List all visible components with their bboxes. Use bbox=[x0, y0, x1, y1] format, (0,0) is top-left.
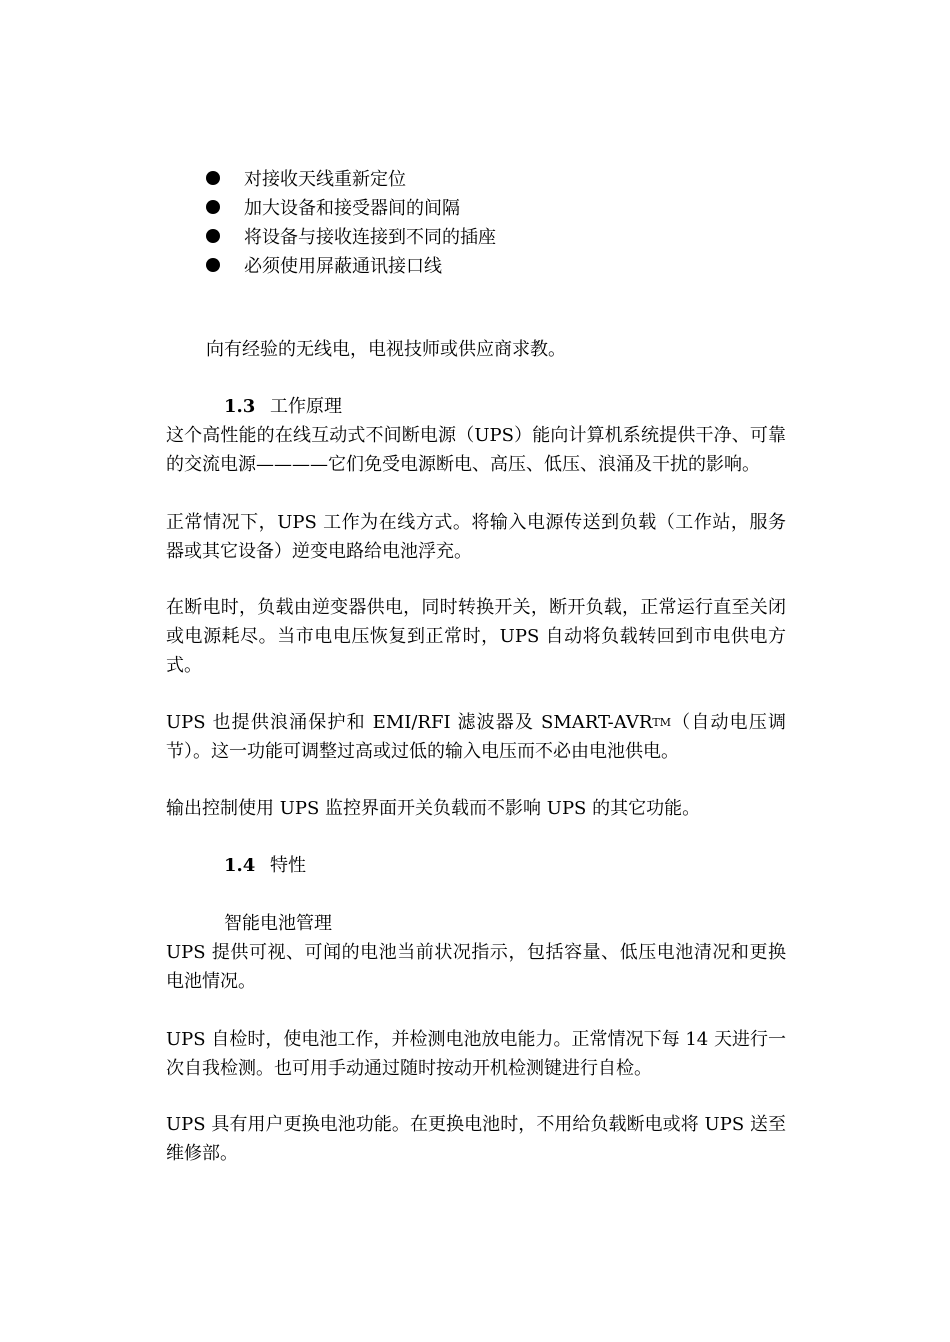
section-number: 1.3 bbox=[224, 396, 256, 417]
bullet-text: 加大设备和接受器间的间隔 bbox=[244, 197, 460, 219]
bullet-text: 对接收天线重新定位 bbox=[244, 168, 406, 190]
section-heading-1-3 bbox=[224, 392, 342, 421]
bullet-dot-icon bbox=[206, 171, 220, 185]
paragraph-intro: 这个高性能的在线互动式不间断电源（UPS）能向计算机系统提供干净、可靠的交流电源————它们免受电源断电、高压、低压、浪涌及干扰的影响。 bbox=[166, 425, 786, 475]
bullet-dot-icon bbox=[206, 258, 220, 272]
paragraph-avr bbox=[166, 708, 786, 766]
paragraph-self-test: UPS 自检时，使电池工作，并检测电池放电能力。正常情况下每 14 天进行一次自我检测。也可用手动通过随时按动开机检测键进行自检。 bbox=[166, 1029, 786, 1079]
paragraph-battery-status: UPS 提供可视、可闻的电池当前状况指示，包括容量、低压电池清况和更换电池情况。 bbox=[166, 942, 786, 992]
section-title: 工作原理 bbox=[270, 396, 342, 417]
subheading-battery-management: 智能电池管理 bbox=[224, 913, 332, 934]
section-heading-1-4 bbox=[224, 851, 306, 880]
bullet-item bbox=[206, 163, 496, 192]
paragraph-normal-mode: 正常情况下，UPS 工作为在线方式。将输入电源传送到负载（工作站，服务器或其它设备）逆变电路给电池浮充。 bbox=[166, 512, 786, 562]
consult-line: 向有经验的无线电，电视技师或供应商求教。 bbox=[206, 339, 566, 360]
bullet-list bbox=[206, 163, 496, 279]
bullet-item bbox=[206, 221, 496, 250]
bullet-text: 将设备与接收连接到不同的插座 bbox=[244, 226, 496, 248]
avr-text-before: UPS 也提供浪涌保护和 EMI/RFI 滤波器及 SMART-AVR bbox=[166, 712, 653, 733]
paragraph-output-control: 输出控制使用 UPS 监控界面开关负载而不影响 UPS 的其它功能。 bbox=[166, 798, 701, 819]
bullet-dot-icon bbox=[206, 229, 220, 243]
trademark-mark: TM bbox=[652, 716, 672, 729]
avr-text-after: （自动电压调节）。这一功能可调整过高或过低的输入电压而不必由电池供电。 bbox=[166, 712, 786, 762]
paragraph-battery-replacement: UPS 具有用户更换电池功能。在更换电池时，不用给负载断电或将 UPS 送至维修部。 bbox=[166, 1114, 786, 1164]
paragraph-power-failure: 在断电时，负载由逆变器供电，同时转换开关，断开负载，正常运行直至关闭或电源耗尽。当市电电压恢复到正常时，UPS 自动将负载转回到市电供电方式。 bbox=[166, 597, 786, 676]
bullet-dot-icon bbox=[206, 200, 220, 214]
bullet-text: 必须使用屏蔽通讯接口线 bbox=[244, 255, 442, 277]
section-number: 1.4 bbox=[224, 855, 256, 876]
section-title: 特性 bbox=[270, 855, 306, 876]
bullet-item bbox=[206, 192, 496, 221]
bullet-item bbox=[206, 250, 496, 279]
